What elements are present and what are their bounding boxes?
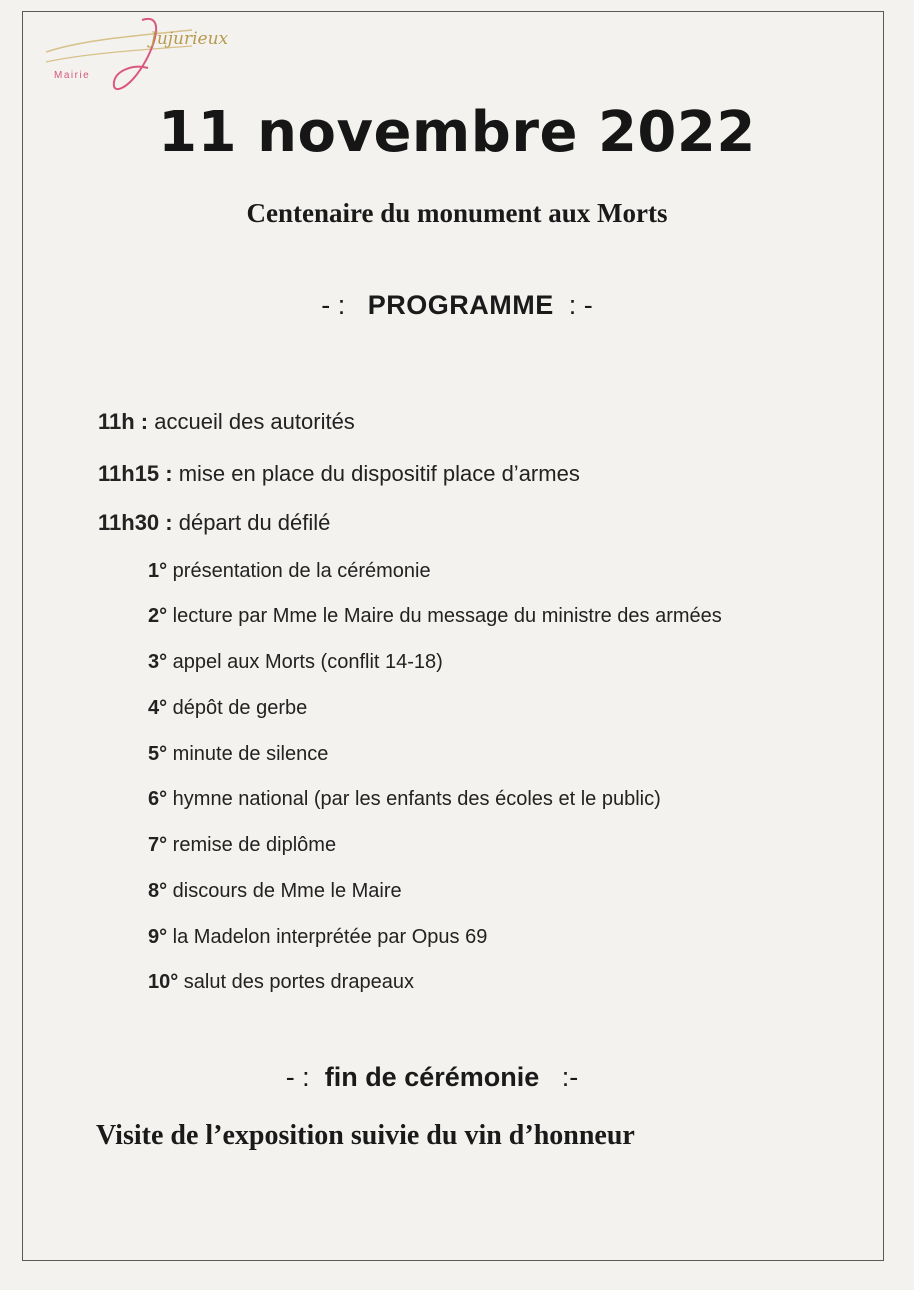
ceremony-step xyxy=(148,788,661,811)
logo-mairie-text: Mairie xyxy=(54,70,91,81)
step-text: dépôt de gerbe xyxy=(167,697,308,719)
schedule-item xyxy=(98,461,580,487)
step-text: hymne national (par les enfants des écoles et le public) xyxy=(167,788,661,810)
ceremony-step xyxy=(148,651,443,674)
step-number: 7° xyxy=(148,834,168,856)
schedule-item xyxy=(98,409,355,435)
step-number: 10° xyxy=(148,971,179,993)
schedule-text: mise en place du dispositif place d’armes xyxy=(172,461,580,486)
ceremony-step xyxy=(148,743,328,766)
step-text: la Madelon interprétée par Opus 69 xyxy=(167,926,488,948)
step-number: 4° xyxy=(148,697,168,719)
schedule-time: 11h30 : xyxy=(98,510,173,535)
fin-right-dash: :- xyxy=(561,1062,579,1092)
fin-heading xyxy=(0,1062,914,1093)
step-text: lecture par Mme le Maire du message du ministre des armées xyxy=(167,605,722,627)
mairie-logo xyxy=(42,10,242,100)
schedule-text: accueil des autorités xyxy=(148,409,355,434)
programme-word: PROGRAMME xyxy=(367,290,554,320)
ceremony-step xyxy=(148,560,431,583)
fin-word: fin de cérémonie xyxy=(324,1062,540,1092)
schedule-item xyxy=(98,510,330,536)
step-number: 6° xyxy=(148,788,168,810)
programme-right-dash: : - xyxy=(568,290,593,320)
visite-line: Visite de l’exposition suivie du vin d’honneur xyxy=(96,1120,635,1151)
step-text: présentation de la cérémonie xyxy=(167,560,431,582)
ceremony-step xyxy=(148,926,487,949)
schedule-time: 11h : xyxy=(98,409,149,434)
ceremony-step xyxy=(148,880,402,903)
step-number: 2° xyxy=(148,605,168,627)
step-text: remise de diplôme xyxy=(167,834,337,856)
logo-script-text: Jujurieux xyxy=(150,29,229,49)
schedule-time: 11h15 : xyxy=(98,461,173,486)
ceremony-step xyxy=(148,697,307,720)
step-text: discours de Mme le Maire xyxy=(167,880,402,902)
programme-left-dash: - : xyxy=(321,290,346,320)
subtitle: Centenaire du monument aux Morts xyxy=(246,198,668,228)
step-text: appel aux Morts (conflit 14-18) xyxy=(167,651,443,673)
ceremony-step xyxy=(148,834,336,857)
step-text: minute de silence xyxy=(167,743,329,765)
step-number: 5° xyxy=(148,743,168,765)
programme-heading xyxy=(0,290,914,321)
step-number: 9° xyxy=(148,926,168,948)
fin-left-dash: - : xyxy=(285,1062,310,1092)
step-text: salut des portes drapeaux xyxy=(178,971,414,993)
schedule-text: départ du défilé xyxy=(172,510,331,535)
page-title: 11 novembre 2022 xyxy=(158,100,756,165)
ceremony-step xyxy=(148,971,414,994)
ceremony-step xyxy=(148,605,722,628)
step-number: 3° xyxy=(148,651,168,673)
step-number: 8° xyxy=(148,880,168,902)
step-number: 1° xyxy=(148,560,168,582)
